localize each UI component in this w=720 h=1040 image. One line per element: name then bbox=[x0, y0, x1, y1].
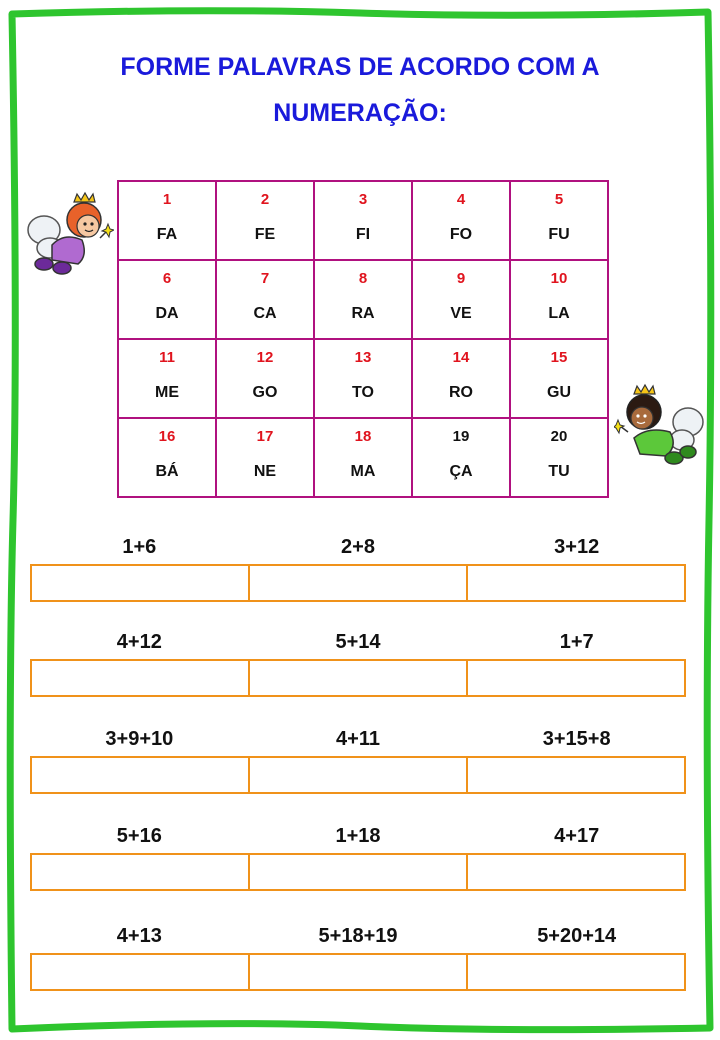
exercise-labels bbox=[30, 921, 686, 951]
cell-syllable: TU bbox=[548, 463, 570, 480]
cell-number: 2 bbox=[260, 191, 270, 208]
grid-cell bbox=[510, 181, 608, 260]
grid-row bbox=[118, 181, 608, 260]
cell-syllable: BÁ bbox=[155, 463, 179, 480]
cell-syllable: ME bbox=[155, 384, 179, 401]
answer-box[interactable] bbox=[468, 758, 684, 792]
cell-number: 7 bbox=[260, 270, 270, 287]
cell-syllable: ÇA bbox=[449, 463, 473, 480]
cell-syllable: LA bbox=[548, 305, 570, 322]
fairy-girl-green-icon bbox=[614, 382, 706, 470]
exercise-label: 5+18+19 bbox=[318, 925, 398, 947]
cell-number: 6 bbox=[162, 270, 172, 287]
exercise-label: 5+16 bbox=[116, 825, 162, 847]
cell-number: 4 bbox=[456, 191, 466, 208]
grid-cell bbox=[314, 418, 412, 497]
cell-syllable: DA bbox=[155, 305, 179, 322]
cell-number: 20 bbox=[550, 428, 568, 445]
exercise-label: 4+11 bbox=[336, 728, 380, 750]
answer-box-row bbox=[30, 756, 686, 794]
page-title-line2: NUMERAÇÃO: bbox=[273, 99, 447, 127]
syllable-grid bbox=[117, 180, 609, 498]
cell-syllable: FO bbox=[449, 226, 473, 243]
grid-cell bbox=[314, 260, 412, 339]
grid-cell bbox=[510, 260, 608, 339]
answer-box[interactable] bbox=[468, 566, 684, 600]
grid-cell bbox=[216, 260, 314, 339]
exercise-label: 2+8 bbox=[341, 536, 375, 558]
cell-number: 5 bbox=[554, 191, 564, 208]
grid-cell bbox=[412, 339, 510, 418]
cell-number: 18 bbox=[354, 428, 372, 445]
grid-cell bbox=[118, 418, 216, 497]
exercise-row bbox=[30, 821, 686, 891]
grid-cell bbox=[510, 418, 608, 497]
exercise-row bbox=[30, 627, 686, 697]
cell-syllable: NE bbox=[253, 463, 277, 480]
grid-cell bbox=[510, 339, 608, 418]
cell-number: 9 bbox=[456, 270, 466, 287]
cell-number: 17 bbox=[256, 428, 274, 445]
fairy-girl-purple-icon bbox=[22, 190, 114, 278]
exercise-row bbox=[30, 921, 686, 991]
exercise-labels bbox=[30, 724, 686, 754]
answer-box[interactable] bbox=[468, 661, 684, 695]
cell-syllable: FU bbox=[548, 226, 570, 243]
answer-box[interactable] bbox=[468, 955, 684, 989]
answer-box[interactable] bbox=[250, 758, 468, 792]
cell-syllable: RA bbox=[351, 305, 375, 322]
grid-cell bbox=[118, 260, 216, 339]
exercise-labels bbox=[30, 532, 686, 562]
exercise-row bbox=[30, 532, 686, 602]
answer-box[interactable] bbox=[32, 955, 250, 989]
grid-cell bbox=[412, 181, 510, 260]
exercise-label: 4+17 bbox=[554, 825, 600, 847]
grid-row bbox=[118, 339, 608, 418]
exercise-row bbox=[30, 724, 686, 794]
cell-number: 13 bbox=[354, 349, 372, 366]
cell-number: 10 bbox=[550, 270, 568, 287]
answer-box-row bbox=[30, 953, 686, 991]
exercise-label: 1+18 bbox=[335, 825, 381, 847]
cell-syllable: FE bbox=[254, 226, 276, 243]
answer-box[interactable] bbox=[468, 855, 684, 889]
cell-syllable: RO bbox=[449, 384, 473, 401]
exercise-label: 4+12 bbox=[116, 631, 162, 653]
grid-cell bbox=[412, 260, 510, 339]
exercise-labels bbox=[30, 821, 686, 851]
exercise-labels bbox=[30, 627, 686, 657]
answer-box[interactable] bbox=[32, 758, 250, 792]
answer-box-row bbox=[30, 659, 686, 697]
cell-syllable: CA bbox=[253, 305, 277, 322]
cell-number: 11 bbox=[159, 349, 175, 366]
answer-box[interactable] bbox=[250, 855, 468, 889]
cell-number: 12 bbox=[256, 349, 274, 366]
grid-cell bbox=[216, 181, 314, 260]
exercise-label: 5+14 bbox=[335, 631, 381, 653]
answer-box[interactable] bbox=[32, 566, 250, 600]
grid-row bbox=[118, 260, 608, 339]
grid-cell bbox=[118, 181, 216, 260]
exercise-label: 3+15+8 bbox=[542, 728, 611, 750]
grid-cell bbox=[118, 339, 216, 418]
answer-box[interactable] bbox=[32, 661, 250, 695]
exercise-label: 5+20+14 bbox=[537, 925, 617, 947]
grid-cell bbox=[216, 339, 314, 418]
page-title-line1: FORME PALAVRAS DE ACORDO COM A bbox=[120, 53, 600, 81]
cell-syllable: FA bbox=[156, 226, 178, 243]
answer-box[interactable] bbox=[250, 955, 468, 989]
cell-number: 19 bbox=[452, 428, 470, 445]
cell-syllable: MA bbox=[350, 463, 376, 480]
exercise-label: 3+9+10 bbox=[105, 728, 174, 750]
answer-box[interactable] bbox=[250, 661, 468, 695]
grid-row bbox=[118, 418, 608, 497]
cell-syllable: GO bbox=[252, 384, 278, 401]
cell-syllable: GU bbox=[547, 384, 571, 401]
answer-box[interactable] bbox=[250, 566, 468, 600]
cell-number: 15 bbox=[550, 349, 568, 366]
grid-cell bbox=[216, 418, 314, 497]
cell-number: 1 bbox=[162, 191, 172, 208]
cell-number: 14 bbox=[452, 349, 470, 366]
cell-syllable: FI bbox=[355, 226, 371, 243]
grid-cell bbox=[314, 339, 412, 418]
answer-box-row bbox=[30, 564, 686, 602]
cell-number: 8 bbox=[358, 270, 368, 287]
grid-cell bbox=[412, 418, 510, 497]
exercise-label: 3+12 bbox=[554, 536, 600, 558]
answer-box-row bbox=[30, 853, 686, 891]
cell-number: 16 bbox=[158, 428, 176, 445]
cell-number: 3 bbox=[358, 191, 368, 208]
exercise-label: 1+7 bbox=[559, 631, 594, 653]
cell-syllable: TO bbox=[352, 384, 374, 401]
grid-cell bbox=[314, 181, 412, 260]
exercise-label: 1+6 bbox=[122, 536, 157, 558]
exercise-label: 4+13 bbox=[116, 925, 162, 947]
answer-box[interactable] bbox=[32, 855, 250, 889]
cell-syllable: VE bbox=[450, 305, 472, 322]
